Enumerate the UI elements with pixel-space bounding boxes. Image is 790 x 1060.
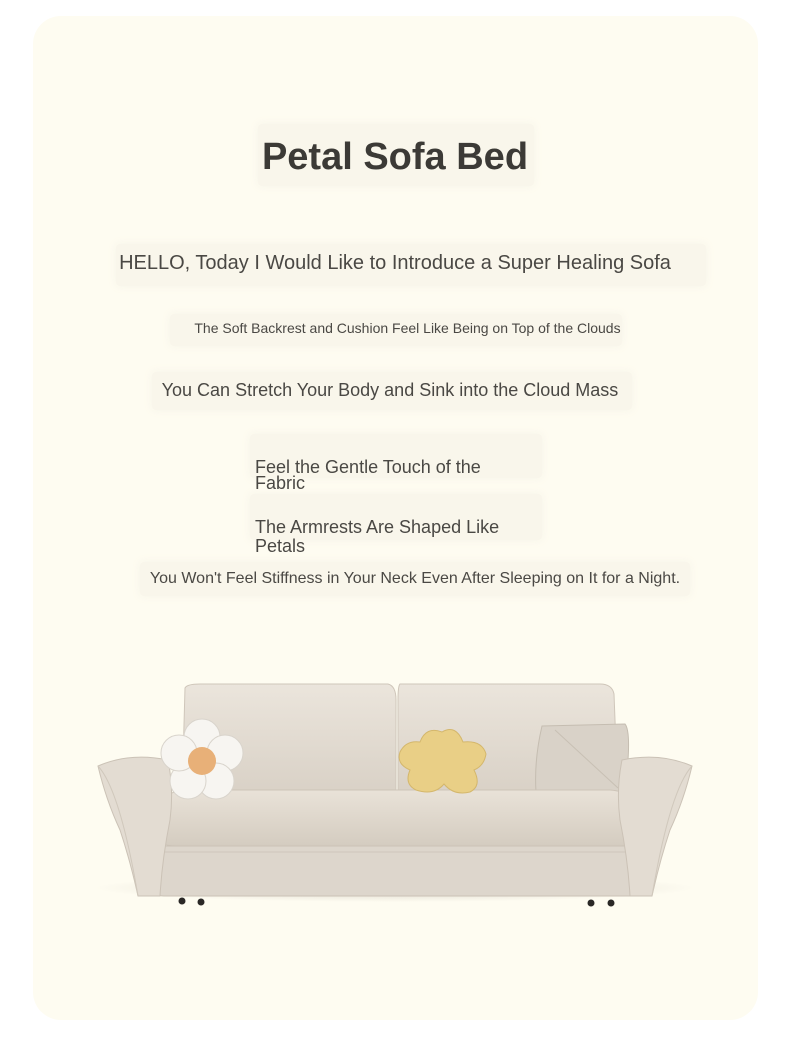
intro-headline: HELLO, Today I Would Like to Introduce a Super Healing Sofa: [119, 252, 671, 274]
sofa-illustration: [90, 670, 700, 920]
feature-cloud-mass: You Can Stretch Your Body and Sink into the Cloud Mass: [161, 380, 619, 400]
feature-fabric: Feel the Gentle Touch of the Fabric: [255, 457, 481, 493]
page-title: Petal Sofa Bed: [261, 136, 529, 178]
feature-armrests: The Armrests Are Shaped Like Petals: [255, 517, 500, 556]
sofa-image: [90, 670, 700, 920]
feature-neck-comfort: You Won't Feel Stiffness in Your Neck Even After Sleeping on It for a Night.: [149, 570, 681, 587]
feature-backrest: The Soft Backrest and Cushion Feel Like Being on Top of the Clouds: [194, 320, 621, 336]
